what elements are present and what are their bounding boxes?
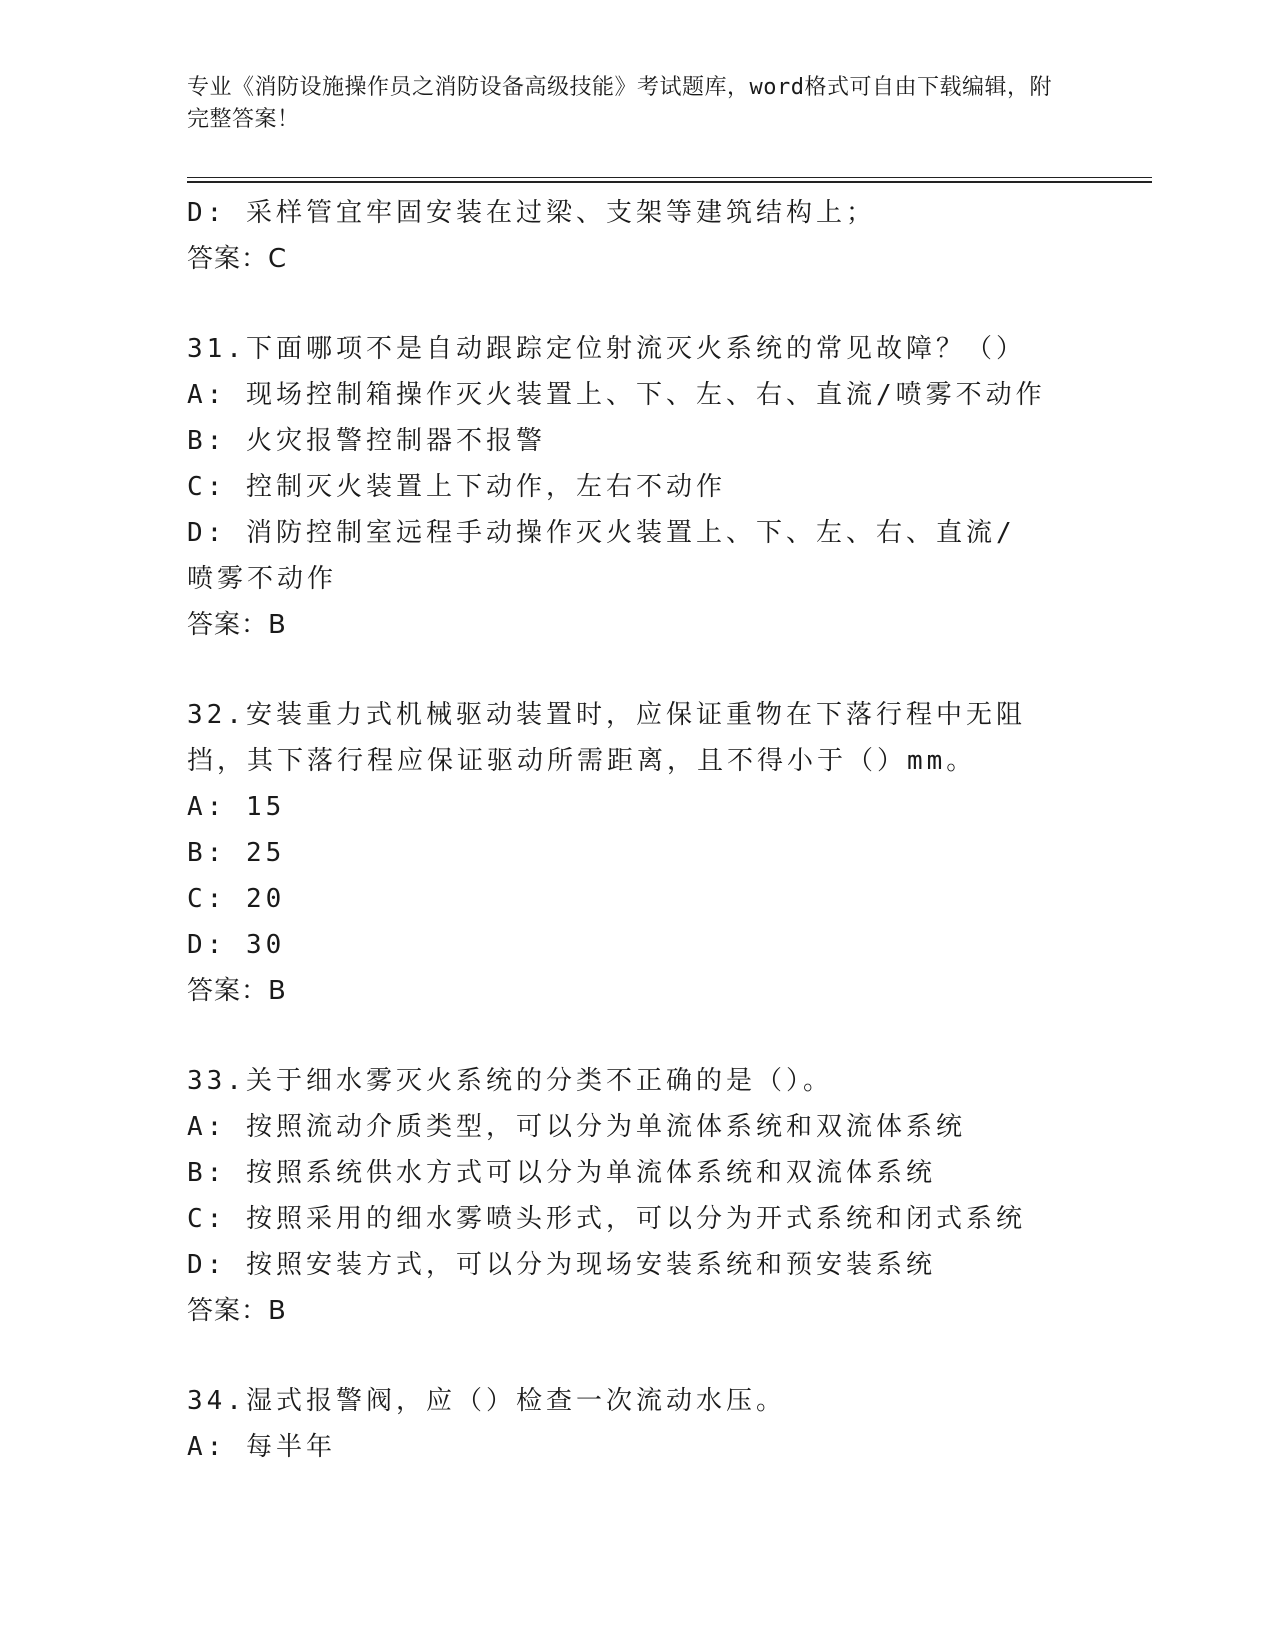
option-b: B: 火灾报警控制器不报警: [187, 426, 546, 456]
answer: 答案：B: [187, 976, 287, 1006]
option-c: C: 按照采用的细水雾喷头形式，可以分为开式系统和闭式系统: [187, 1204, 1026, 1234]
option-d: D: 30: [187, 930, 286, 960]
option-d: D: 采样管宜牢固安装在过梁、支架等建筑结构上；: [187, 198, 876, 228]
option-a: A: 按照流动介质类型，可以分为单流体系统和双流体系统: [187, 1112, 966, 1142]
header-divider-thick: [187, 181, 1152, 183]
answer: 答案：C: [187, 244, 288, 274]
option-a: A: 每半年: [187, 1432, 336, 1462]
question-list: [187, 190, 1087, 1470]
option-d: D: 消防控制室远程手动操作灭火装置上、下、左、右、直流/喷雾不动作: [187, 518, 1016, 594]
question-stem: 33.关于细水雾灭火系统的分类不正确的是（）。: [187, 1066, 833, 1096]
question-stem: 32.安装重力式机械驱动装置时，应保证重物在下落行程中无阻挡，其下落行程应保证驱动所需距离，且不得小于（）mm。: [187, 700, 1026, 776]
option-d: D: 按照安装方式，可以分为现场安装系统和预安装系统: [187, 1250, 936, 1280]
option-b: B: 25: [187, 838, 286, 868]
question-stem: 31.下面哪项不是自动跟踪定位射流灭火系统的常见故障？（）: [187, 334, 1026, 364]
question-32: [187, 692, 1087, 1014]
question-34: [187, 1378, 1087, 1470]
option-a: A: 15: [187, 792, 286, 822]
option-a: A: 现场控制箱操作灭火装置上、下、左、右、直流/喷雾不动作: [187, 380, 1046, 410]
question-stem: 34.湿式报警阀，应（）检查一次流动水压。: [187, 1386, 786, 1416]
header-divider-thin: [187, 177, 1152, 178]
option-b: B: 按照系统供水方式可以分为单流体系统和双流体系统: [187, 1158, 936, 1188]
option-c: C: 20: [187, 884, 286, 914]
question-33: [187, 1058, 1087, 1334]
answer: 答案：B: [187, 610, 287, 640]
question-31: [187, 326, 1087, 648]
document-header: 专业《消防设施操作员之消防设备高级技能》考试题库，word格式可自由下载编辑，附完整答案！: [187, 75, 1052, 132]
option-c: C: 控制灭火装置上下动作，左右不动作: [187, 472, 726, 502]
question-30-continuation: [187, 190, 1087, 282]
answer: 答案：B: [187, 1296, 287, 1326]
